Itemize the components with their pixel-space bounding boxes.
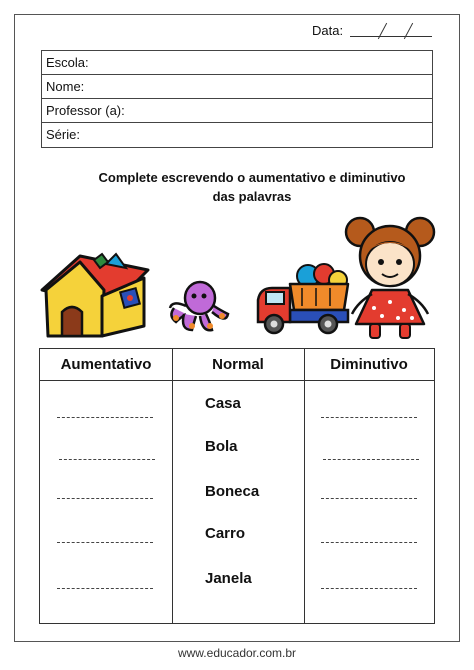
header-aumentativo: Aumentativo (60, 356, 152, 373)
house-toy-icon (36, 250, 152, 342)
school-field[interactable]: Escola: (42, 51, 432, 75)
column-divider (172, 349, 173, 623)
aumentativo-answer-line[interactable] (59, 459, 155, 460)
header-normal: Normal (212, 356, 264, 373)
aumentativo-answer-line[interactable] (57, 542, 153, 543)
diminutivo-answer-line[interactable] (321, 588, 417, 589)
doll-icon (344, 212, 436, 342)
aumentativo-answer-line[interactable] (57, 498, 153, 499)
student-info-box (41, 50, 433, 148)
word-janela: Janela (205, 570, 252, 587)
toy-truck-icon (254, 262, 352, 338)
teacher-field[interactable]: Professor (a): (42, 99, 432, 123)
octopus-icon (166, 278, 232, 336)
word-boneca: Boneca (205, 483, 260, 500)
diminutivo-answer-line[interactable] (323, 459, 419, 460)
instruction-line-2: das palavras (212, 189, 292, 204)
word-casa: Casa (205, 395, 241, 412)
instruction-line-1: Complete escrevendo o aumentativo e diminutivo (98, 170, 406, 185)
grade-field[interactable]: Série: (46, 127, 80, 142)
instruction-text (70, 168, 434, 206)
column-divider (304, 349, 305, 623)
diminutivo-answer-line[interactable] (321, 498, 417, 499)
word-bola: Bola (205, 438, 238, 455)
header-diminutivo: Diminutivo (330, 356, 408, 373)
word-carro: Carro (205, 525, 246, 542)
aumentativo-answer-line[interactable] (57, 588, 153, 589)
diminutivo-answer-line[interactable] (321, 542, 417, 543)
name-field[interactable]: Nome: (42, 75, 432, 99)
footer-website: www.educador.com.br (177, 646, 297, 660)
date-label: Data: (312, 23, 344, 38)
aumentativo-answer-line[interactable] (57, 417, 153, 418)
date-line (350, 36, 432, 37)
header-divider (40, 380, 434, 381)
diminutivo-answer-line[interactable] (321, 417, 417, 418)
